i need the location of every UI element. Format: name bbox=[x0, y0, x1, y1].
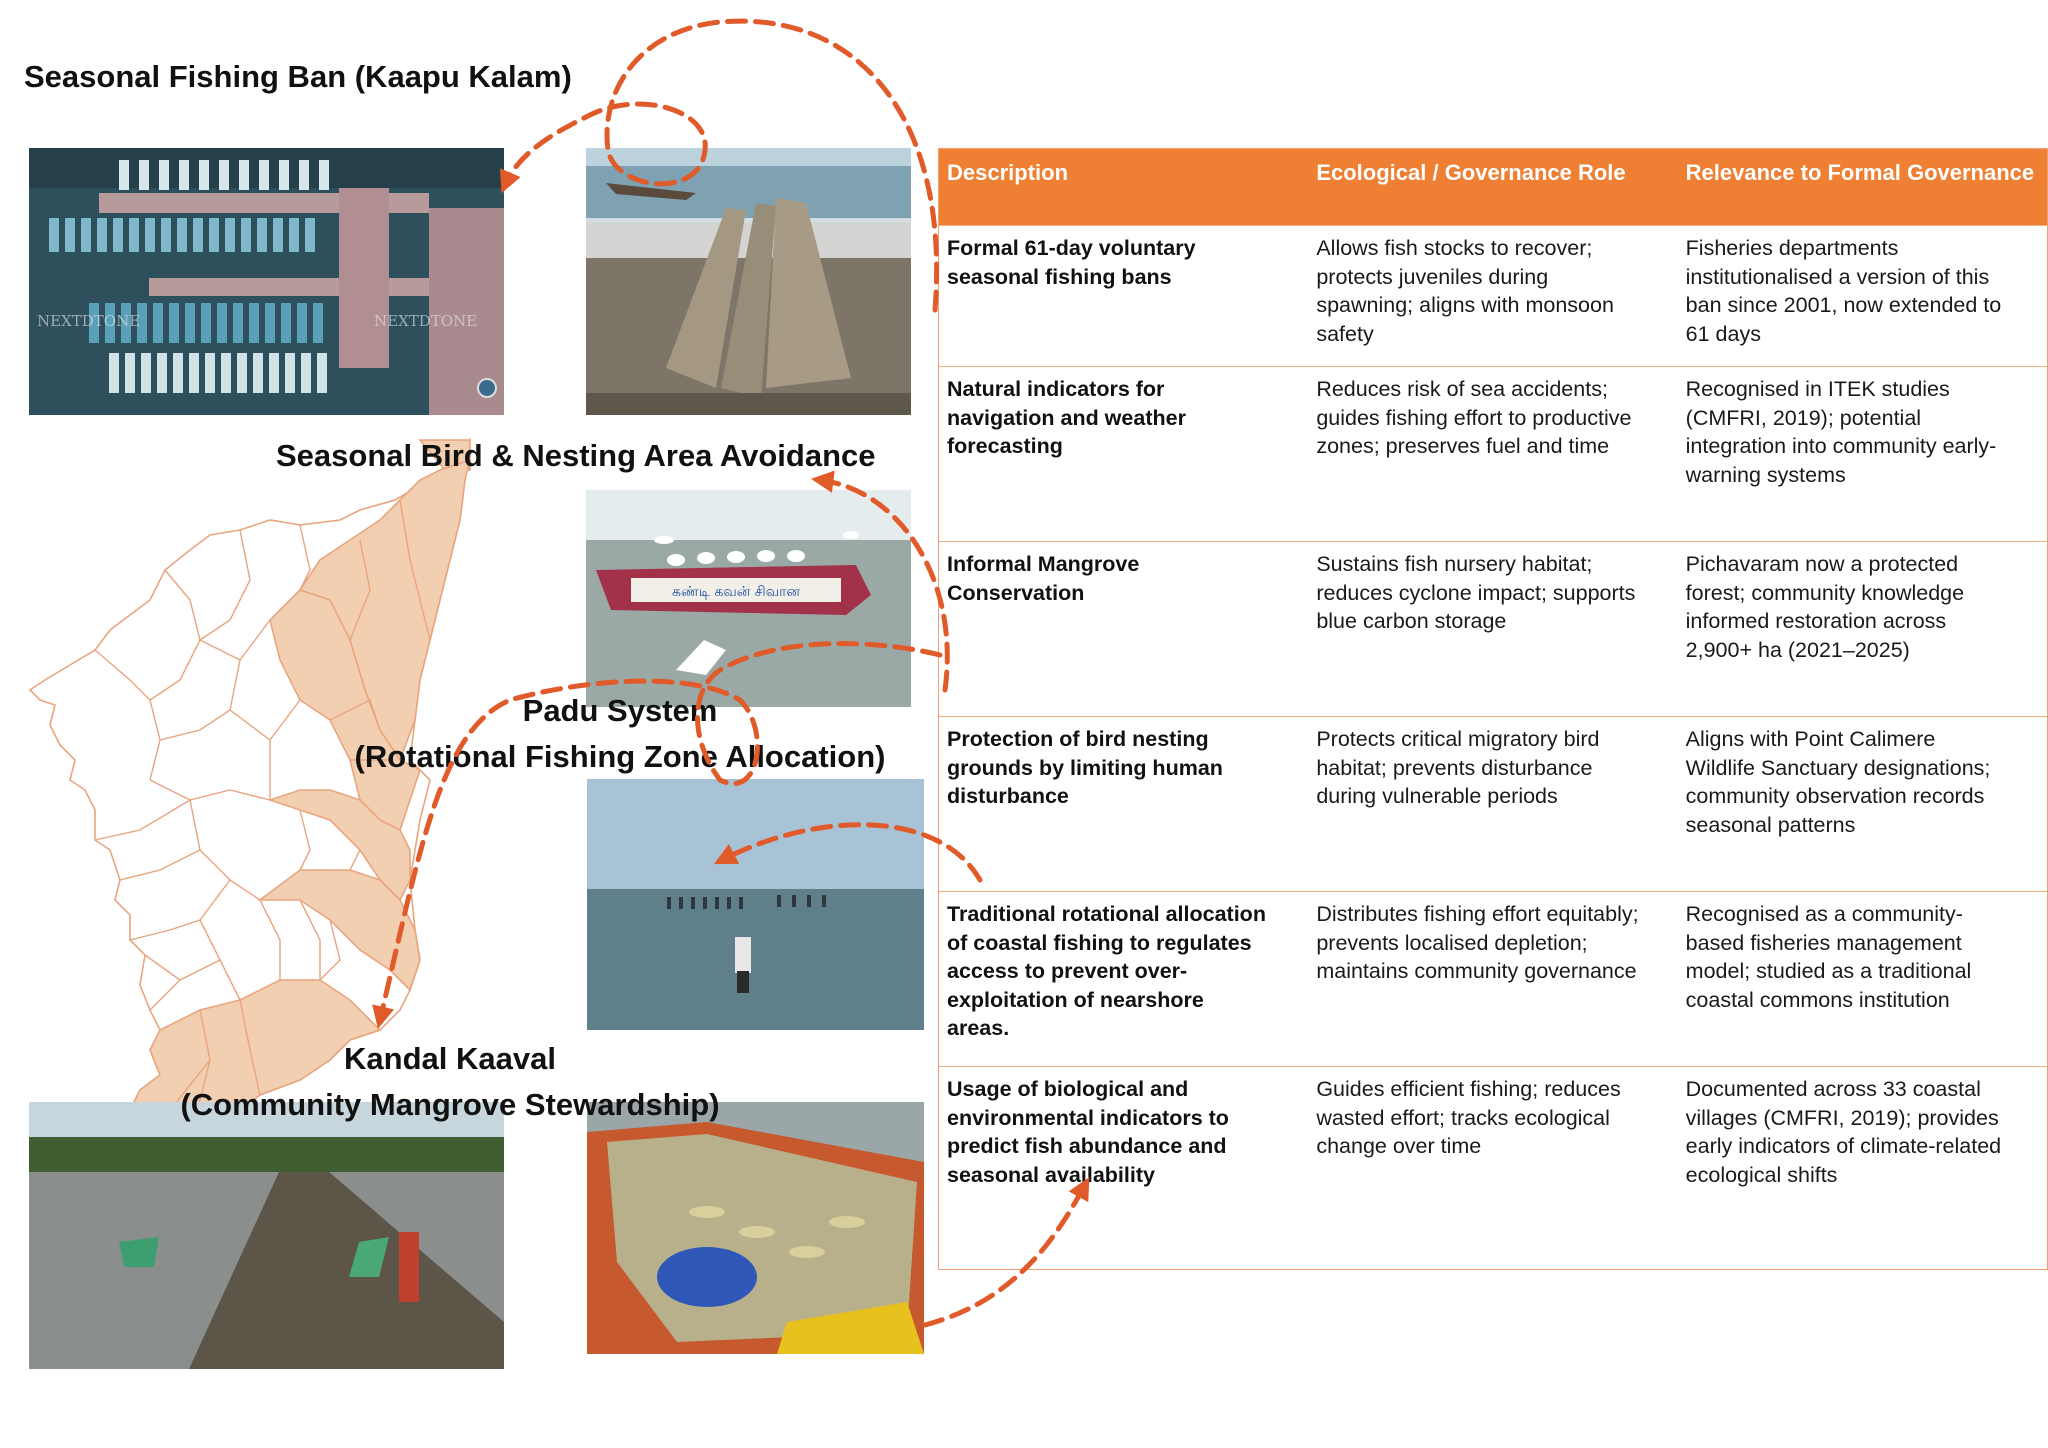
cell-line: predict fish abundance and bbox=[947, 1134, 1227, 1158]
cell-role bbox=[1308, 226, 1677, 366]
cell-line: 2,900+ ha (2021–2025) bbox=[1685, 637, 1910, 662]
seal-icon bbox=[478, 379, 496, 397]
cell-line: Documented across 33 coastal bbox=[1685, 1077, 1981, 1101]
header-role: Ecological / Governance Role bbox=[1316, 160, 1626, 185]
label-kandal-subtitle: (Community Mangrove Stewardship) bbox=[180, 1087, 720, 1122]
cell-line: Aligns with Point Calimere bbox=[1685, 727, 1936, 751]
label-bird-nesting-avoidance: Seasonal Bird & Nesting Area Avoidance bbox=[276, 438, 876, 473]
cell-description bbox=[939, 1067, 1308, 1271]
table-row bbox=[939, 716, 2047, 891]
cell-line: Distributes fishing effort equitably; bbox=[1316, 902, 1639, 926]
cell-relevance bbox=[1678, 367, 2047, 541]
cell-line: Natural indicators for bbox=[947, 377, 1165, 401]
birds-boat-photo bbox=[586, 490, 911, 707]
cell-description bbox=[939, 892, 1308, 1066]
cell-line: wasted effort; tracks ecological bbox=[1316, 1105, 1610, 1130]
cell-line: (CMFRI, 2019); potential bbox=[1685, 405, 1922, 430]
cell-line: seasonal availability bbox=[947, 1162, 1155, 1187]
label-padu-title: Padu System bbox=[522, 693, 718, 728]
harbour-watermark-left: NEXTDTONE bbox=[37, 312, 141, 330]
cell-line: of coastal fishing to regulates bbox=[947, 930, 1252, 955]
green-net-icon bbox=[119, 1237, 159, 1267]
cell-line: forecasting bbox=[947, 434, 1063, 458]
cell-line: Wildlife Sanctuary designations; bbox=[1685, 755, 1991, 780]
label-padu-system bbox=[340, 688, 900, 780]
cell-relevance bbox=[1678, 542, 2047, 716]
cell-line: habitat; prevents disturbance bbox=[1316, 755, 1593, 780]
cell-role bbox=[1308, 367, 1677, 541]
cell-relevance bbox=[1678, 1067, 2047, 1271]
cell-line: safety bbox=[1316, 321, 1374, 346]
cell-description bbox=[939, 226, 1308, 366]
cell-line: zones; preserves fuel and time bbox=[1316, 434, 1610, 458]
cell-line: 61 days bbox=[1685, 321, 1761, 346]
beach-boats-photo bbox=[586, 148, 911, 415]
cell-line: Reduces risk of sea accidents; bbox=[1316, 377, 1608, 401]
cell-line: coastal commons institution bbox=[1685, 987, 1950, 1012]
cell-relevance bbox=[1678, 892, 2047, 1066]
cell-description bbox=[939, 542, 1308, 716]
boat-banner-text: கண்டி கவன் சிவான bbox=[672, 584, 800, 600]
cell-relevance bbox=[1678, 226, 2047, 366]
cell-line: early indicators of climate-related bbox=[1685, 1134, 2002, 1158]
cell-line: prevents localised depletion; bbox=[1316, 930, 1588, 955]
header-relevance: Relevance to Formal Governance bbox=[1685, 160, 2035, 185]
cell-relevance bbox=[1678, 717, 2047, 891]
cell-line: Informal Mangrove bbox=[947, 552, 1140, 576]
cell-line: blue carbon storage bbox=[1316, 609, 1507, 633]
cell-line: community observation records bbox=[1685, 784, 1985, 808]
cell-line: informed restoration across bbox=[1685, 609, 1947, 633]
table-row bbox=[939, 1066, 2047, 1271]
cell-line: Sustains fish nursery habitat; bbox=[1316, 552, 1593, 576]
cell-line: ban since 2001, now extended to bbox=[1685, 293, 2002, 317]
cell-line: Recognised as a community- bbox=[1685, 902, 1963, 926]
cell-line: protects juveniles during bbox=[1316, 264, 1549, 289]
cell-line: seasonal patterns bbox=[1685, 812, 1856, 837]
label-seasonal-fishing-ban: Seasonal Fishing Ban (Kaapu Kalam) bbox=[24, 59, 572, 94]
table-row bbox=[939, 541, 2047, 716]
cell-line: Allows fish stocks to recover; bbox=[1316, 236, 1593, 260]
cell-line: Protects critical migratory bird bbox=[1316, 727, 1600, 751]
cell-line: warning systems bbox=[1685, 462, 1846, 487]
cell-line: Traditional rotational allocation bbox=[947, 902, 1266, 926]
practices-table bbox=[938, 148, 2048, 1270]
table-row bbox=[939, 891, 2047, 1066]
cell-line: ecological shifts bbox=[1685, 1162, 1838, 1187]
cell-role bbox=[1308, 542, 1677, 716]
cell-line: guides fishing effort to productive bbox=[1316, 405, 1632, 430]
cell-line: model; studied as a traditional bbox=[1685, 959, 1972, 983]
cell-line: during vulnerable periods bbox=[1316, 784, 1558, 808]
cell-line: environmental indicators to bbox=[947, 1105, 1229, 1130]
cell-line: disturbance bbox=[947, 784, 1069, 808]
cell-line: exploitation of nearshore bbox=[947, 987, 1204, 1012]
cell-line: maintains community governance bbox=[1316, 959, 1637, 983]
cell-description bbox=[939, 367, 1308, 541]
blue-basket-icon bbox=[657, 1247, 757, 1307]
cell-line: forest; community knowledge bbox=[1685, 580, 1965, 605]
cell-line: Guides efficient fishing; reduces bbox=[1316, 1077, 1621, 1101]
padu-fishing-photo bbox=[587, 779, 924, 1030]
cell-line: navigation and weather bbox=[947, 405, 1186, 430]
table-row bbox=[939, 366, 2047, 541]
cell-line: villages (CMFRI, 2019); provides bbox=[1685, 1105, 1999, 1130]
mangrove-photo bbox=[29, 1102, 504, 1369]
cell-role bbox=[1308, 1067, 1677, 1271]
cell-role bbox=[1308, 892, 1677, 1066]
header-description: Description bbox=[947, 160, 1069, 185]
cell-description bbox=[939, 717, 1308, 891]
harbour-aerial-photo bbox=[29, 148, 504, 415]
cell-line: Usage of biological and bbox=[947, 1077, 1189, 1101]
cell-line: reduces cyclone impact; supports bbox=[1316, 580, 1636, 605]
cell-line: Recognised in ITEK studies bbox=[1685, 377, 1950, 401]
cell-line: seasonal fishing bans bbox=[947, 264, 1172, 289]
cell-line: Fisheries departments bbox=[1685, 236, 1899, 260]
fish-catch-photo bbox=[587, 1102, 924, 1354]
cell-line: integration into community early- bbox=[1685, 434, 1997, 458]
cell-line: grounds by limiting human bbox=[947, 755, 1223, 780]
cell-line: change over time bbox=[1316, 1134, 1482, 1158]
label-kandal-kaaval bbox=[160, 1036, 740, 1128]
cell-line: institutionalised a version of this bbox=[1685, 264, 1990, 289]
cell-line: areas. bbox=[947, 1016, 1010, 1040]
cell-line: spawning; aligns with monsoon bbox=[1316, 293, 1614, 317]
table-header bbox=[939, 149, 2047, 225]
harbour-watermark-right: NEXTDTONE bbox=[374, 312, 478, 330]
cell-role bbox=[1308, 717, 1677, 891]
table-row bbox=[939, 225, 2047, 366]
label-padu-subtitle: (Rotational Fishing Zone Allocation) bbox=[354, 739, 886, 774]
cell-line: based fisheries management bbox=[1685, 930, 1962, 955]
cell-line: Conservation bbox=[947, 580, 1085, 605]
cell-line: Protection of bird nesting bbox=[947, 727, 1209, 751]
label-kandal-title: Kandal Kaaval bbox=[344, 1041, 556, 1076]
cell-line: Pichavaram now a protected bbox=[1685, 552, 1959, 576]
table-body bbox=[939, 225, 2047, 1271]
cell-line: access to prevent over- bbox=[947, 959, 1188, 983]
cell-line: Formal 61-day voluntary bbox=[947, 236, 1196, 260]
